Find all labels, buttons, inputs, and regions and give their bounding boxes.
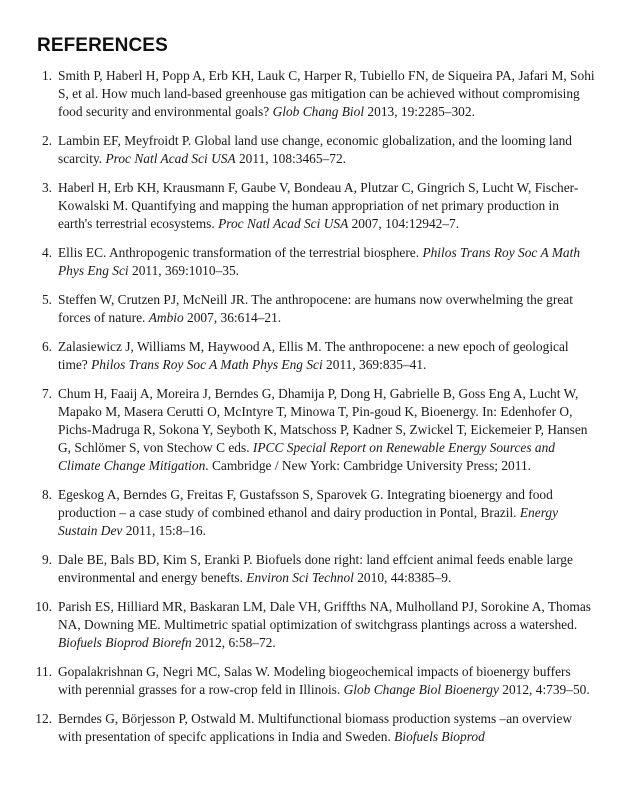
- reference-number: 8.: [41, 487, 52, 502]
- reference-tail: 2013, 19:2285–302.: [364, 104, 475, 119]
- reference-item: [0, 598, 617, 652]
- reference-tail: . Cambridge / New York: Cambridge University Press; 2011.: [205, 458, 531, 473]
- reference-journal: Glob Change Biol Bioenergy: [343, 682, 499, 697]
- reference-text: Berndes G, Börjesson P, Ostwald M. Multifunctional biomass production systems –an overview with presentation of specifc applications in India and Sweden.: [58, 711, 573, 744]
- reference-journal: Biofuels Bioprod Biorefn: [58, 635, 192, 650]
- reference-item: [0, 551, 617, 587]
- reference-text: Parish ES, Hilliard MR, Baskaran LM, Dale VH, Griffths NA, Mulholland PJ, Sorokine A, Thomas NA, Downing ME. Multimetric spatial optimization of switchgrass plantings across a watershed.: [58, 599, 591, 632]
- reference-item: [0, 132, 617, 168]
- reference-text: Egeskog A, Berndes G, Freitas F, Gustafsson S, Sparovek G. Integrating bioenergy and food production – a case study of combined ethanol and dairy production in Pontal, Brazil.: [58, 487, 553, 520]
- reference-number: 10.: [35, 599, 52, 614]
- reference-tail: 2012, 4:739–50.: [498, 682, 590, 697]
- reference-number: 3.: [41, 180, 52, 195]
- reference-item: [0, 67, 617, 121]
- section-heading: REFERENCES: [37, 35, 168, 56]
- reference-journal: Philos Trans Roy Soc A Math Phys Eng Sci: [91, 357, 323, 372]
- reference-item: [0, 291, 617, 327]
- reference-number: 11.: [35, 664, 52, 679]
- reference-number: 9.: [41, 552, 52, 567]
- reference-number: 5.: [41, 292, 52, 307]
- reference-number: 7.: [41, 386, 52, 401]
- reference-text: Dale BE, Bals BD, Kim S, Eranki P. Biofuels done right: land effcient animal feeds enable large environmental and energy benefts.: [58, 552, 573, 585]
- reference-journal: IPCC Special Report on Renewable Energy Sources and Climate Change Mitigation: [58, 440, 555, 473]
- reference-tail: 2011, 108:3465–72.: [235, 151, 346, 166]
- reference-number: 2.: [41, 133, 52, 148]
- reference-item: [0, 710, 617, 746]
- reference-text: Gopalakrishnan G, Negri MC, Salas W. Modeling biogeochemical impacts of bioenergy buffers with perennial grasses for a row-crop feld in Illinois.: [58, 664, 571, 697]
- reference-tail: 2007, 36:614–21.: [183, 310, 282, 325]
- reference-tail: 2007, 104:12942–7.: [348, 216, 460, 231]
- reference-journal: Environ Sci Technol: [246, 570, 354, 585]
- reference-list: [0, 67, 617, 757]
- reference-number: 1.: [41, 68, 52, 83]
- reference-number: 4.: [41, 245, 52, 260]
- reference-tail: 2011, 15:8–16.: [122, 523, 206, 538]
- reference-text: Zalasiewicz J, Williams M, Haywood A, Ellis M. The anthropocene: a new epoch of geological time?: [58, 339, 569, 372]
- reference-text: Haberl H, Erb KH, Krausmann F, Gaube V, Bondeau A, Plutzar C, Gingrich S, Lucht W, Fischer-Kowalski M. Quantifying and mapping the human appropriation of net primary production in earth's terrestrial ecosystems.: [58, 180, 579, 231]
- reference-tail: 2010, 44:8385–9.: [353, 570, 452, 585]
- reference-journal: Proc Natl Acad Sci USA: [218, 216, 349, 231]
- reference-journal: Philos Trans Roy Soc A Math Phys Eng Sci: [58, 245, 581, 278]
- reference-item: [0, 663, 617, 699]
- reference-item: [0, 244, 617, 280]
- reference-journal: Glob Chang Biol: [272, 104, 365, 119]
- reference-text: Ellis EC. Anthropogenic transformation of the terrestrial biosphere.: [58, 245, 423, 260]
- reference-tail: 2012, 6:58–72.: [191, 635, 276, 650]
- reference-tail: 2011, 369:1010–35.: [128, 263, 240, 278]
- reference-tail: 2011, 369:835–41.: [322, 357, 427, 372]
- reference-journal: Ambio: [148, 310, 184, 325]
- reference-text: Smith P, Haberl H, Popp A, Erb KH, Lauk C, Harper R, Tubiello FN, de Siqueira PA, Jafari M, Sohi S, et al. How much land-based greenhouse gas mitigation can be achieved without compromising food security and environmental goals?: [58, 68, 595, 119]
- reference-number: 12.: [35, 711, 52, 726]
- reference-text: Steffen W, Crutzen PJ, McNeill JR. The anthropocene: are humans now overwhelming the great forces of nature.: [58, 292, 573, 325]
- reference-item: [0, 338, 617, 374]
- reference-item: [0, 179, 617, 233]
- reference-item: [0, 486, 617, 540]
- reference-item: [0, 385, 617, 475]
- reference-text: Lambin EF, Meyfroidt P. Global land use change, economic globalization, and the looming land scarcity.: [58, 133, 572, 166]
- reference-text: Chum H, Faaij A, Moreira J, Berndes G, Dhamija P, Dong H, Gabrielle B, Goss Eng A, Lucht W, Mapako M, Masera Cerutti O, McIntyre T, Minowa T, Pin-goud K, Bioenergy. In: Edenhofer O, Pichs-Madruga R, Sokona Y, Seyboth K, Matschoss P, Kadner S, Zwickel T, Eickemeier P, Hansen G, Schlömer S, von Stechow C eds.: [58, 386, 588, 455]
- reference-journal: Energy Sustain Dev: [58, 505, 559, 538]
- reference-journal: Biofuels Bioprod: [394, 729, 485, 744]
- reference-journal: Proc Natl Acad Sci USA: [105, 151, 236, 166]
- reference-number: 6.: [41, 339, 52, 354]
